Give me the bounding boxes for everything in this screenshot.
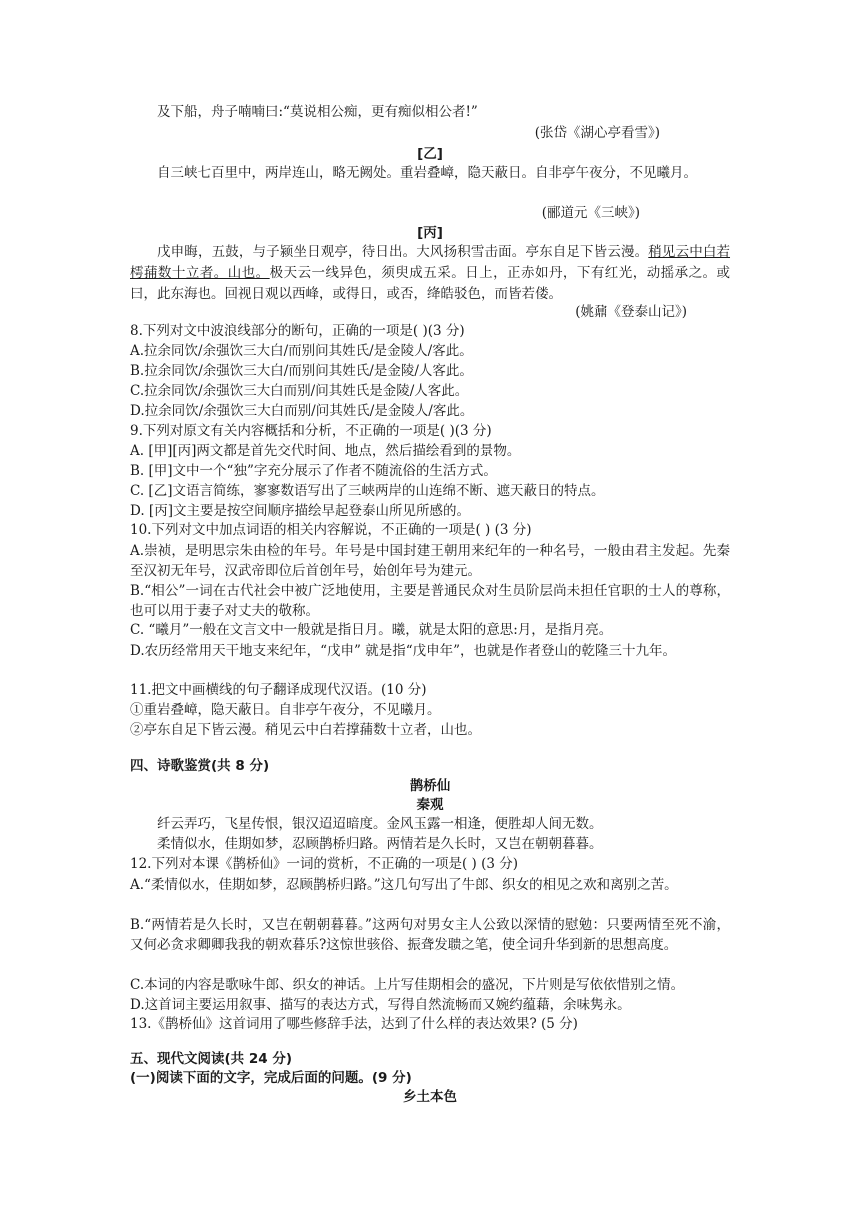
passage-bing-text-b: 极天云一线异色，须臾成五采。日上，正赤如丹，下有红光，动摇承之。或曰，此东海也。回视日观以西峰，或得日，或否，绛皓驳色，而皆若偻。 xyxy=(130,265,731,302)
q10-option-d: D.农历经常用天干地支来纪年，“戊申” 就是指“戊申年”，也就是作者登山的乾隆三十九年。 xyxy=(130,643,677,659)
q12-option-a: A.“柔情似水，佳期如梦，忍顾鹊桥归路。”这几句写出了牛郎、织女的相见之欢和离别之苦。 xyxy=(130,877,678,893)
q11-item-1: ①重岩叠嶂，隐天蔽日。自非亭午夜分，不见曦月。 xyxy=(130,702,441,718)
q12-option-b: B.“两情若是久长时，又岂在朝朝暮暮。”这两句对男女主人公致以深情的慰勉：只要两情至死不渝，又何必贪求卿卿我我的朝欢暮乐?这惊世骇俗、振聋发聩之笔，使全词升华到新的思想高度。 xyxy=(130,917,730,953)
poem-author: 秦观 xyxy=(416,797,444,813)
section4-heading: 四、诗歌鉴赏(共 8 分) xyxy=(130,758,270,774)
q12-option-c: C.本词的内容是歌咏牛郎、织女的神话。上片写佳期相会的盛况，下片则是写依依惜别之情。 xyxy=(130,977,685,993)
poem-line-2: 柔情似水，佳期如梦，忍顾鹊桥归路。两情若是久长时，又岂在朝朝暮暮。 xyxy=(157,836,603,852)
q11-item-2: ②亭东自足下皆云漫。稍见云中白若撑蒱数十立者，山也。 xyxy=(130,722,481,738)
q8-option-c: C.拉余同饮/余强饮三大白而别/问其姓氏是金陵/人客此。 xyxy=(130,383,469,399)
passage-bing-text-a: 戊申晦，五鼓，与子颍坐日观亭，待日出。大风扬积雪击面。亭东自足下皆云漫。 xyxy=(157,244,649,260)
q9-stem: 9.下列对原文有关内容概括和分析，不正确的一项是( )(3 分) xyxy=(130,423,492,439)
q9-option-d: D. [丙]文主要是按空间顺序描绘早起登泰山所见所感的。 xyxy=(130,503,470,519)
q12-stem: 12.下列对本课《鹊桥仙》一词的赏析，不正确的一项是( ) (3 分) xyxy=(130,856,518,872)
q8-option-d: D.拉余同饮/余强饮三大白而别/问其姓氏/是金陵人/客此。 xyxy=(130,403,474,419)
q10-option-b: B.“相公”一词在古代社会中被广泛地使用，主要是普通民众对生员阶层尚未担任官职的士人的尊称，也可以用于妻子对丈夫的敬称。 xyxy=(130,583,730,619)
q8-option-b: B.拉余同饮/余强饮三大白/而别问其姓氏/是金陵/人客此。 xyxy=(130,363,473,379)
q10-stem: 10.下列对文中加点词语的相关内容解说，不正确的一项是( ) (3 分) xyxy=(130,522,532,538)
q10-option-c: C. “曦月”一般在文言文中一般就是指日月。曦，就是太阳的意思:月，是指月亮。 xyxy=(130,622,613,638)
q8-stem: 8.下列对文中波浪线部分的断句，正确的一项是( )(3 分) xyxy=(130,323,465,339)
passage-bing-underlined-sentence: 稍见云中白若樗蒱数十立者。山也。 xyxy=(130,244,731,281)
q12-option-d: D.这首词主要运用叙事、描写的表达方式，写得自然流畅而又婉约蕴藉，余味隽永。 xyxy=(130,997,631,1013)
q9-option-b: B. [甲]文中一个“独”字充分展示了作者不随流俗的生活方式。 xyxy=(130,463,497,479)
passage-bing-source: (姚鼐《登泰山记》) xyxy=(575,304,687,320)
q10-option-a: A.崇祯，是明思宗朱由检的年号。年号是中国封建王朝用来纪年的一种名号，一般由君主发起。先秦至汉初无年号，汉武帝即位后首创年号，始创年号为建元。 xyxy=(130,543,730,579)
passage-jia-source: (张岱《湖心亭看雪》) xyxy=(534,125,660,141)
passage-bing-text xyxy=(130,242,730,305)
section5-subheading: (一)阅读下面的文字，完成后面的问题。(9 分) xyxy=(130,1070,412,1086)
q9-option-a: A. [甲][丙]两文都是首先交代时间、地点，然后描绘看到的景物。 xyxy=(130,443,521,459)
q11-stem: 11.把文中画横线的句子翻译成现代汉语。(10 分) xyxy=(130,682,427,698)
passage-yi-heading: [乙] xyxy=(417,146,443,162)
poem-line-1: 纤云弄巧，飞星传恨，银汉迢迢暗度。金风玉露一相逢，便胜却人间无数。 xyxy=(157,816,603,832)
passage-bing-heading: [丙] xyxy=(417,225,443,241)
poem-title: 鹊桥仙 xyxy=(409,778,451,794)
q13-stem: 13.《鹊桥仙》这首词用了哪些修辞手法，达到了什么样的表达效果? (5 分) xyxy=(130,1016,578,1032)
article-title: 乡土本色 xyxy=(403,1089,457,1105)
passage-jia-last-line: 及下船，舟子喃喃曰:“莫说相公痴，更有痴似相公者!” xyxy=(157,104,478,120)
passage-yi-source: (郦道元《三峡》) xyxy=(541,205,640,221)
passage-yi-text: 自三峡七百里中，两岸连山，略无阙处。重岩叠嶂，隐天蔽日。自非亭午夜分，不见曦月。 xyxy=(157,165,697,181)
q9-option-c: C. [乙]文语言简练，寥寥数语写出了三峡两岸的山连绵不断、遮天蔽日的特点。 xyxy=(130,483,605,499)
q8-option-a: A.拉余同饮/余强饮三大白/而别问其姓氏/是金陵人/客此。 xyxy=(130,343,473,359)
section5-heading: 五、现代文阅读(共 24 分) xyxy=(130,1051,293,1067)
